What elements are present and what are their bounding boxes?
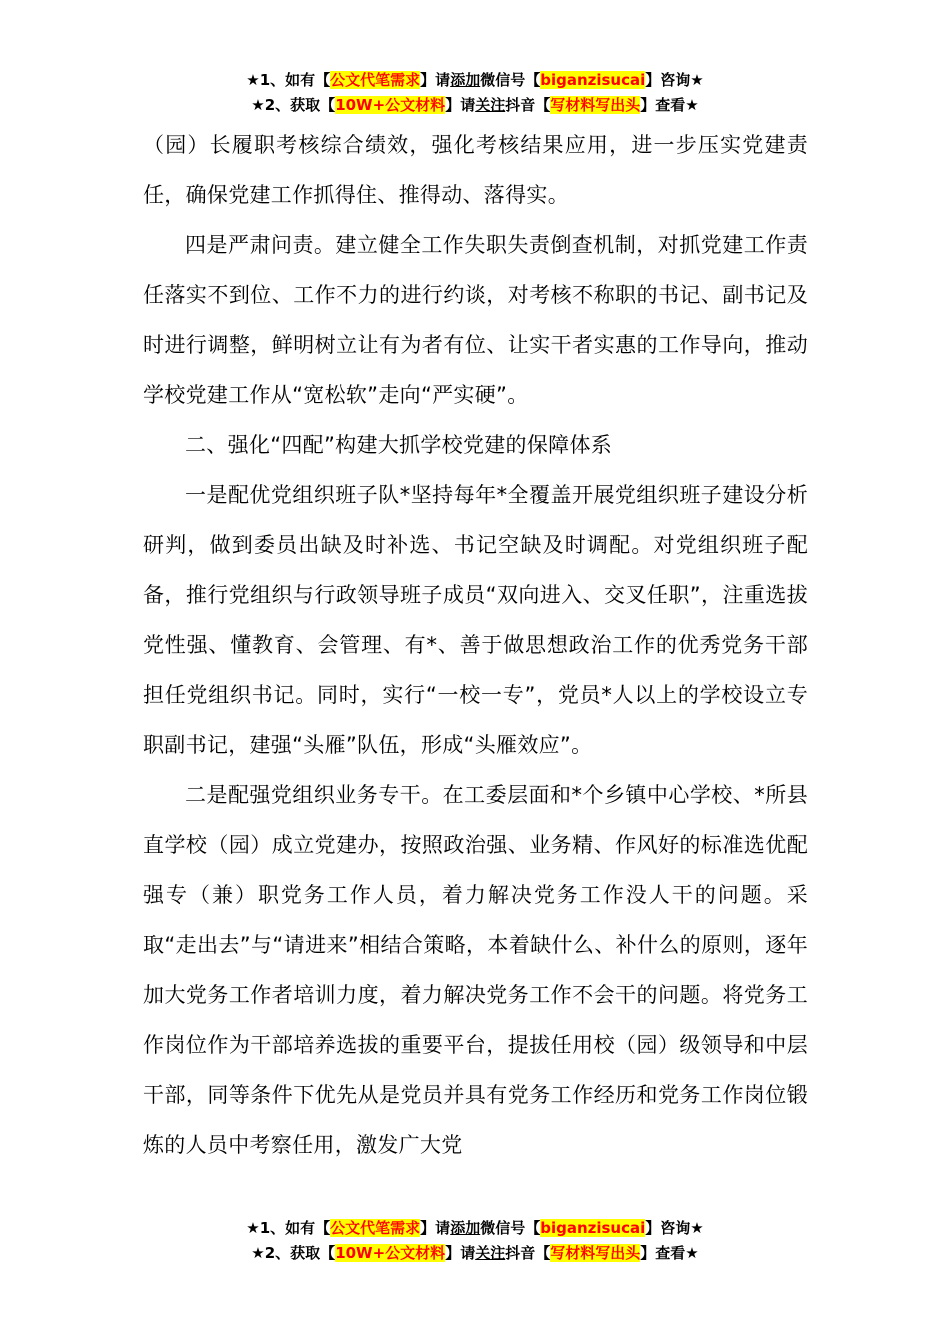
highlight-materials: 10W+公文材料 xyxy=(335,96,446,114)
document-body xyxy=(143,120,808,1170)
footer-banner xyxy=(0,1216,950,1266)
banner-line-2: ★2、获取【10W+公文材料】请关注抖音【写材料写出头】查看★ xyxy=(251,96,699,114)
highlight-douyin: 写材料写出头 xyxy=(550,96,641,114)
highlight-wechat-id: biganzisucai xyxy=(540,1219,646,1237)
banner-line-2: ★2、获取【10W+公文材料】请关注抖音【写材料写出头】查看★ xyxy=(251,1244,699,1262)
highlight-douyin: 写材料写出头 xyxy=(550,1244,641,1262)
paragraph: （园）长履职考核综合绩效，强化考核结果应用，进一步压实党建责任，确保党建工作抓得住、推得动、落得实。 xyxy=(143,133,808,207)
banner-line-1: ★1、如有【公文代笔需求】请添加微信号【biganzisucai】咨询★ xyxy=(246,1219,704,1237)
highlight-wechat-id: biganzisucai xyxy=(540,71,646,89)
paragraph: 二是配强党组织业务专干。在工委层面和*个乡镇中心学校、*所县直学校（园）成立党建办，按照政治强、业务精、作风好的标准选优配强专（兼）职党务工作人员，着力解决党务工作没人干的问题。采取“走出去”与“请进来”相结合策略，本着缺什么、补什么的原则，逐年加大党务工作者培训力度，着力解决党务工作不会干的问题。将党务工作岗位作为干部培养选拔的重要平台，提拔任用校（园）级领导和中层干部，同等条件下优先从是党员并具有党务工作经历和党务工作岗位锻炼的人员中考察任用，激发广大党 xyxy=(143,783,808,1157)
paragraph: 一是配优党组织班子队*坚持每年*全覆盖开展党组织班子建设分析研判，做到委员出缺及时补选、书记空缺及时调配。对党组织班子配备，推行党组织与行政领导班子成员“双向进入、交叉任职”，注重选拔党性强、懂教育、会管理、有*、善于做思想政治工作的优秀党务干部担任党组织书记。同时，实行“一校一专”，党员*人以上的学校设立专职副书记，建强“头雁”队伍，形成“头雁效应”。 xyxy=(143,483,808,757)
section-heading: 二、强化“四配”构建大抓学校党建的保障体系 xyxy=(185,433,613,457)
header-banner xyxy=(0,68,950,118)
paragraph: 四是严肃问责。建立健全工作失职失责倒查机制，对抓党建工作责任落实不到位、工作不力的进行约谈，对考核不称职的书记、副书记及时进行调整，鲜明树立让有为者有位、让实干者实惠的工作导向，推动学校党建工作从“宽松软”走向“严实硬”。 xyxy=(143,233,808,407)
highlight-materials: 10W+公文材料 xyxy=(335,1244,446,1262)
highlight-service: 公文代笔需求 xyxy=(330,1219,421,1237)
highlight-service: 公文代笔需求 xyxy=(330,71,421,89)
banner-line-1: ★1、如有【公文代笔需求】请添加微信号【biganzisucai】咨询★ xyxy=(246,71,704,89)
